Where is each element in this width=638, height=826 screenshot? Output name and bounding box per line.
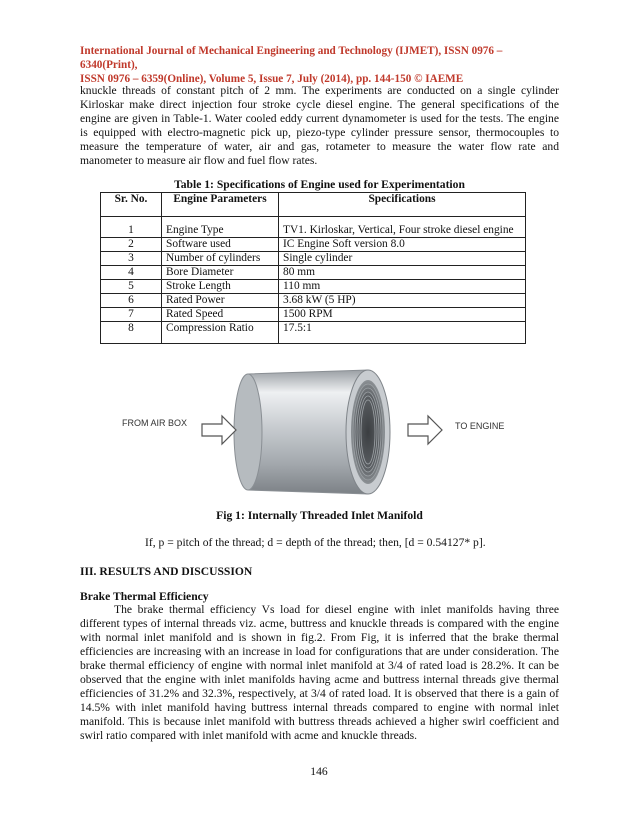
table-header-row [101,193,526,217]
header-sr-no: Sr. No. [101,193,162,217]
figure-caption: Fig 1: Internally Threaded Inlet Manifold [216,509,423,522]
cell-specification: TV1. Kirloskar, Vertical, Four stroke diesel engine [279,224,526,238]
cell-specification: 110 mm [279,280,526,294]
cell-sr-no: 3 [101,252,162,266]
cell-specification: IC Engine Soft version 8.0 [279,238,526,252]
subsection-heading: Brake Thermal Efficiency [80,590,209,603]
cell-parameter: Software used [162,238,279,252]
outlet-arrow-icon [408,416,442,444]
table-spacer-row [101,217,526,225]
cell-specification: 80 mm [279,266,526,280]
thread-depth-formula: If, p = pitch of the thread; d = depth of the thread; then, [d = 0.54127* p]. [145,536,486,549]
table-row [101,238,526,252]
results-paragraph: The brake thermal efficiency Vs load for diesel engine with inlet manifolds having three different types of internal threads viz. acme, buttress and knuckle threads is compared with the engine with normal inlet manifold and is shown in fig.2. From Fig, it is inferred that the brake thermal efficiencies are increasing with an increase in load for configurations that are under consideration. The brake thermal efficiency of engine with normal inlet manifold at 3/4 of rated load is 28.2%. It can be observed that the engine with inlet manifolds having acme and buttress internal threads give thermal efficiencies of 31.2% and 32.3%, respectively, at 3/4 of rated load. It is observed that there is a gain of 14.5% with inlet manifold having buttress internal threads compared to engine with normal inlet manifold. This is because inlet manifold with buttress threads achieved a higher swirl coefficient and swirl ratio compared with inlet manifold with acme and knuckle threads. [80,603,559,742]
manifold-figure [120,362,520,500]
label-to-engine: TO ENGINE [455,421,505,431]
pipe-left-end [234,374,262,490]
cell-specification: 17.5:1 [279,322,526,344]
table-row [101,252,526,266]
manifold-illustration [120,362,520,500]
cell-sr-no: 7 [101,308,162,322]
cell-sr-no: 2 [101,238,162,252]
cell-specification: Single cylinder [279,252,526,266]
table-row [101,308,526,322]
cell-specification: 1500 RPM [279,308,526,322]
section-heading: III. RESULTS AND DISCUSSION [80,565,253,578]
cell-specification: 3.68 kW (5 HP) [279,294,526,308]
specifications-table [100,192,526,344]
header-specifications: Specifications [279,193,526,217]
header-line-2: ISSN 0976 – 6359(Online), Volume 5, Issue 7, July (2014), pp. 144-150 © IAEME [80,73,464,85]
table-row [101,322,526,344]
cell-sr-no: 4 [101,266,162,280]
cell-parameter: Rated Speed [162,308,279,322]
cell-parameter: Engine Type [162,224,279,238]
inlet-arrow-icon [202,416,236,444]
header-line-1: International Journal of Mechanical Engineering and Technology (IJMET), ISSN 0976 – 6340(Print), [80,45,503,71]
table-row [101,224,526,238]
table-caption: Table 1: Specifications of Engine used for Experimentation [174,178,465,191]
table-row [101,280,526,294]
cell-sr-no: 1 [101,224,162,238]
cell-sr-no: 5 [101,280,162,294]
cell-parameter: Bore Diameter [162,266,279,280]
cell-parameter: Number of cylinders [162,252,279,266]
cell-parameter: Compression Ratio [162,322,279,344]
header-engine-parameters: Engine Parameters [162,193,279,217]
page-number: 146 [310,765,328,778]
cell-sr-no: 6 [101,294,162,308]
intro-paragraph: knuckle threads of constant pitch of 2 mm. The experiments are conducted on a single cylinder Kirloskar make direct injection four stroke cycle diesel engine. The general specifications of the engine are given in Table-1. Water cooled eddy current dynamometer is used for the tests. The engine is equipped with electro-magnetic pick up, piezo-type cylinder pressure sensor, thermocouples to measure the temperature of water, air and gas, rotameter to measure the water flow rate and manometer to measure air flow and fuel flow rates. [80,84,559,167]
cell-parameter: Rated Power [162,294,279,308]
cell-sr-no: 8 [101,322,162,344]
table-row [101,266,526,280]
table-row [101,294,526,308]
journal-header [80,44,560,86]
label-from-air-box: FROM AIR BOX [122,418,188,428]
cell-parameter: Stroke Length [162,280,279,294]
